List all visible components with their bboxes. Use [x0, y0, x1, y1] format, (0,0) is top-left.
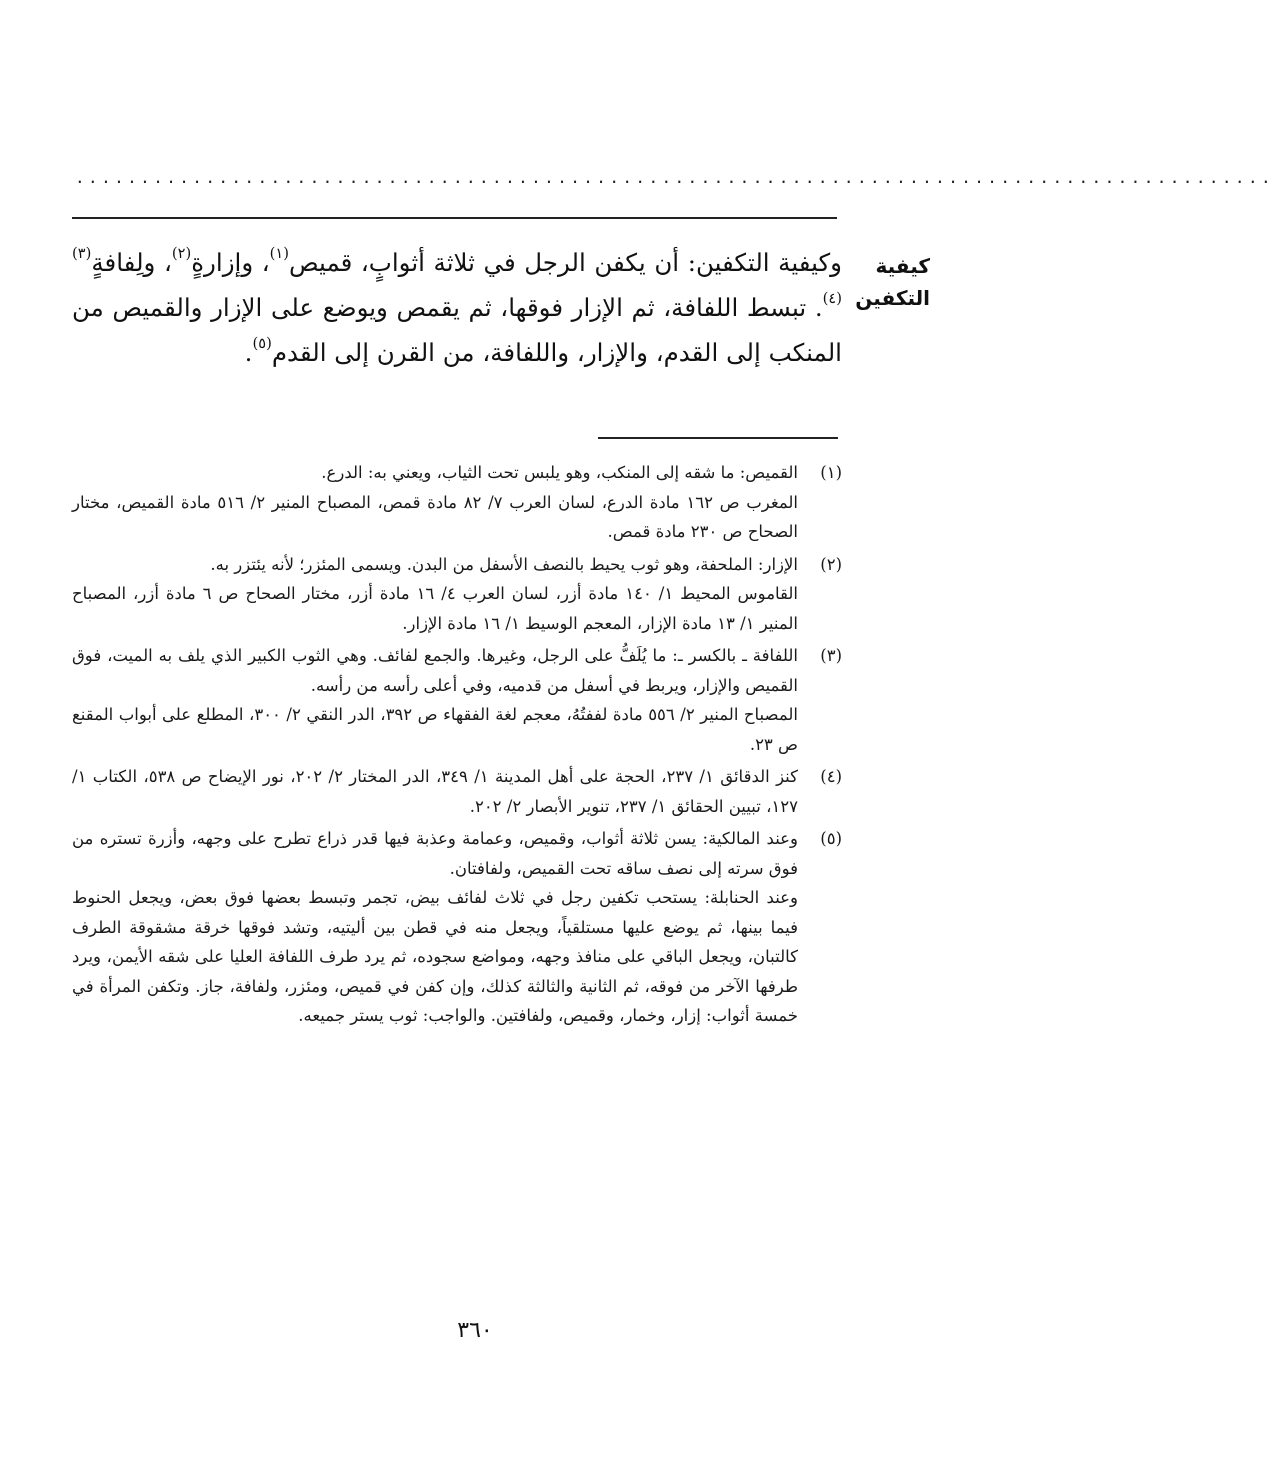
- footnote-body: [72, 550, 798, 639]
- footnote-body: [72, 458, 798, 547]
- footnotes: [72, 458, 842, 1034]
- footnote-number: (٤): [820, 767, 842, 786]
- footnote-line: اللفافة ـ بالكسر ـ: ما يُلَفُّ على الرجل، وغيرها. والجمع لفائف. وهي الثوب الكبير الذي يلف به الميت، فوق القميص والإزار، ويربط في أسفل من قدميه، وفي أعلى رأسه من رأسه.: [72, 646, 798, 695]
- footnote-line: القميص: ما شقه إلى المنكب، وهو يلبس تحت الثياب، ويعني به: الدرع.: [321, 463, 798, 482]
- footnote-line: القاموس المحيط ١/ ١٤٠ مادة أزر، لسان العرب ٤/ ١٦ مادة أزر، مختار الصحاح ص ٦ مادة أزر، المصباح المنير ١/ ١٣ مادة الإزار، المعجم الوسيط ١/ ١٦ مادة الإزار.: [72, 584, 799, 633]
- margin-note-line1: كيفية: [875, 254, 930, 278]
- footnote-line: كنز الدقائق ١/ ٢٣٧، الحجة على أهل المدينة ١/ ٣٤٩، الدر المختار ٢/ ٢٠٢، نور الإيضاح ص ٥٣٨، الكتاب ١/ ١٢٧، تبيين الحقائق ١/ ٢٣٧، تنوير الأبصار ٢/ ٢٠٢.: [72, 767, 799, 816]
- footnote-ref-5: (٥): [252, 334, 272, 352]
- footnote-ref-1: (١): [269, 244, 290, 262]
- footnote-line: وعند الحنابلة: يستحب تكفين رجل في ثلاث لفائف بيض، تجمر وتبسط بعضها فوق بعض، ويجعل الحنوط فيما بينها، ثم يوضع عليها مستلقياً، ويجعل منه في قطن بين أليتيه، وتشد فوقها خرقة مشقوقة الطرف كالتبان، ويجعل الباقي على منافذ وجهه، ومواضع سجوده، ثم يرد طرف اللفافة العليا على شقه الأيمن، ويرد طرفها الآخر من فوقه، ثم الثانية والثالثة كذلك، وإن كفن في قميص، ومئزر، ولفافة، جاز. وتكفن المرأة في خمسة أثواب: إزار، وخمار، وقميص، ولفافتين. والواجب: ثوب يستر جميعه.: [72, 888, 798, 1025]
- main-text-part1: وكيفية التكفين: أن يكفن الرجل في ثلاثة أثوابٍ، قميص: [289, 248, 842, 277]
- footnote-ref-2: (٢): [171, 244, 192, 262]
- footnote-1: [72, 458, 842, 547]
- footnote-separator: [598, 437, 838, 439]
- footnote-2: [72, 550, 842, 639]
- main-text-part3: ، ولِفافةٍ: [91, 248, 172, 277]
- footnote-3: [72, 641, 842, 759]
- header-rule: [72, 217, 837, 219]
- footnote-ref-3-4: (٣) (٤): [72, 244, 842, 307]
- footnote-body: [72, 824, 798, 1031]
- footnote-number: (٣): [820, 646, 842, 665]
- main-text-part4: . تبسط اللفافة، ثم الإزار فوقها، ثم يقمص ويوضع على الإزار والقميص من المنكب إلى القدم، والإزار، واللفافة، من القرن إلى القدم: [72, 293, 842, 367]
- footnote-4: [72, 762, 842, 821]
- page-number: ٣٦٠: [457, 1318, 493, 1343]
- footnote-number: (١): [820, 463, 842, 482]
- footnote-line: وعند المالكية: يسن ثلاثة أثواب، وقميص، وعمامة وعذبة فيها قدر ذراع تطرح على وجهه، وأزرة تستره من فوق سرته إلى نصف ساقه تحت القميص، ولفافتان.: [72, 829, 798, 878]
- footnote-line: المصباح المنير ٢/ ٥٥٦ مادة لففتُهُ، معجم لغة الفقهاء ص ٣٩٢، الدر النقي ٢/ ٣٠٠، المطلع على أبواب المقنع ص ٢٣.: [72, 705, 798, 754]
- footnote-line: المغرب ص ١٦٢ مادة الدرع، لسان العرب ٧/ ٨٢ مادة قمص، المصباح المنير ٢/ ٥١٦ مادة القميص، مختار الصحاح ص ٢٣٠ مادة قمص.: [72, 492, 799, 541]
- dotted-leader: ............................................................................................: [75, 168, 1274, 187]
- footnote-number: (٥): [820, 829, 842, 848]
- footnote-body: [72, 641, 798, 759]
- margin-note-line2: التكفين: [855, 286, 930, 310]
- main-paragraph: [72, 240, 842, 375]
- main-text-part5: .: [244, 338, 253, 367]
- footnote-line: الإزار: الملحفة، وهو ثوب يحيط بالنصف الأسفل من البدن. ويسمى المئزر؛ لأنه يئتزر به.: [210, 554, 798, 574]
- footnote-5: [72, 824, 842, 1031]
- main-text-part2: ، وإزارةٍ: [191, 248, 270, 277]
- footnote-number: (٢): [820, 554, 842, 574]
- footnote-body: [72, 762, 798, 821]
